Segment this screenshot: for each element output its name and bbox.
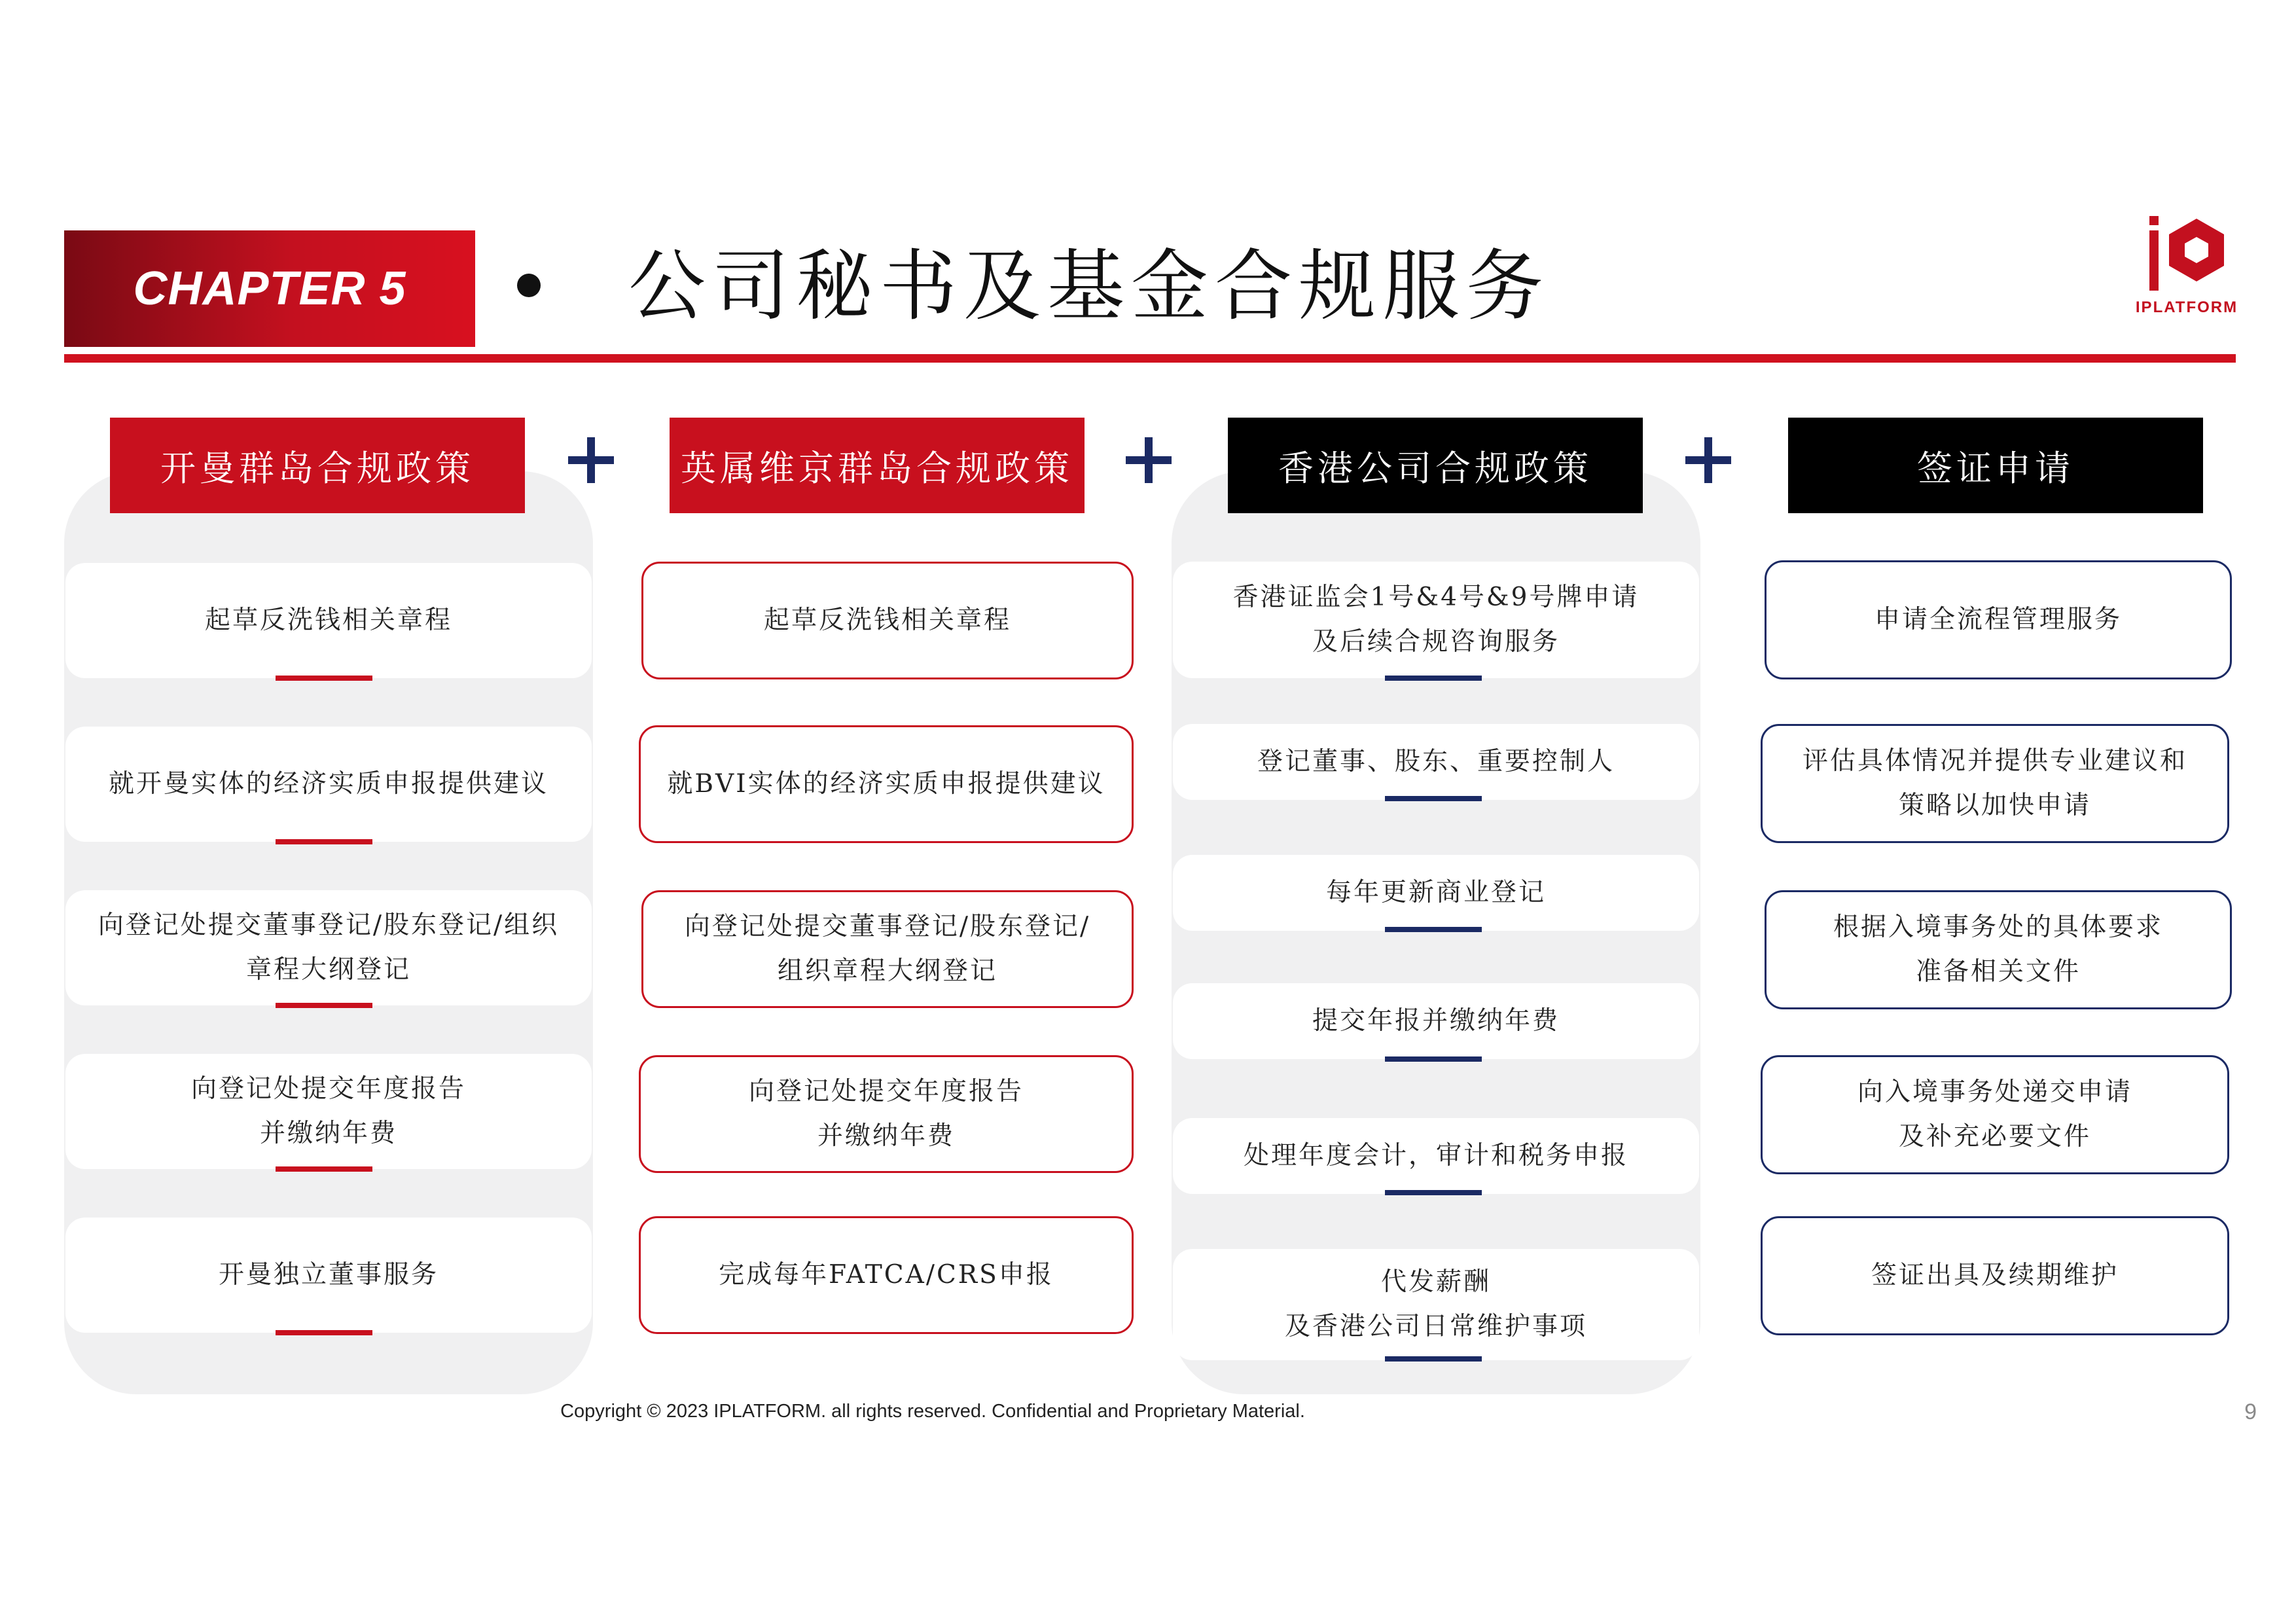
cayman-item: 向登记处提交年度报告 并缴纳年费 xyxy=(65,1054,592,1169)
cayman-item: 就开曼实体的经济实质申报提供建议 xyxy=(65,727,592,842)
item-underline xyxy=(276,1003,372,1008)
column-2-header: 英属维京群岛合规政策 xyxy=(670,418,1085,513)
hk-item: 香港证监会1号&4号&9号牌申请 及后续合规咨询服务 xyxy=(1173,562,1699,678)
column-3-header: 香港公司合规政策 xyxy=(1228,418,1643,513)
logo-wordmark: IPLATFORM xyxy=(2135,298,2238,316)
hk-item: 代发薪酬 及香港公司日常维护事项 xyxy=(1173,1249,1699,1360)
chapter-label: CHAPTER 5 xyxy=(133,262,406,315)
plus-icon xyxy=(1126,437,1172,483)
item-underline xyxy=(276,676,372,681)
header-rule xyxy=(64,354,2236,363)
bvi-item: 起草反洗钱相关章程 xyxy=(641,562,1134,679)
visa-item: 签证出具及续期维护 xyxy=(1761,1216,2229,1335)
item-underline xyxy=(1385,927,1482,932)
chapter-tag xyxy=(64,230,475,347)
bvi-item: 完成每年FATCA/CRS申报 xyxy=(639,1216,1134,1334)
bvi-item: 就BVI实体的经济实质申报提供建议 xyxy=(639,725,1134,843)
item-underline xyxy=(1385,676,1482,681)
hk-item: 登记董事、股东、重要控制人 xyxy=(1173,724,1699,800)
bvi-item: 向登记处提交年度报告 并缴纳年费 xyxy=(639,1055,1134,1173)
item-underline xyxy=(276,1166,372,1172)
plus-icon xyxy=(1685,437,1731,483)
hk-item: 提交年报并缴纳年费 xyxy=(1173,983,1699,1059)
visa-item: 向入境事务处递交申请 及补充必要文件 xyxy=(1761,1055,2229,1174)
visa-item: 申请全流程管理服务 xyxy=(1765,560,2232,679)
page-title: 公司秘书及基金合规服务 xyxy=(628,241,1551,331)
item-underline xyxy=(276,1330,372,1335)
column-4-header: 签证申请 xyxy=(1788,418,2203,513)
item-underline xyxy=(1385,796,1482,801)
copyright-notice: Copyright © 2023 IPLATFORM. all rights reserved. Confidential and Proprietary Material. xyxy=(560,1401,1305,1422)
hk-item: 处理年度会计，审计和税务申报 xyxy=(1173,1118,1699,1194)
item-underline xyxy=(1385,1356,1482,1362)
visa-item: 评估具体情况并提供专业建议和 策略以加快申请 xyxy=(1761,724,2229,843)
item-underline xyxy=(1385,1190,1482,1195)
visa-item: 根据入境事务处的具体要求 准备相关文件 xyxy=(1765,890,2232,1009)
cayman-item: 起草反洗钱相关章程 xyxy=(65,563,592,678)
page-number: 9 xyxy=(2244,1399,2257,1424)
column-1-header: 开曼群岛合规政策 xyxy=(110,418,525,513)
item-underline xyxy=(276,839,372,844)
title-bullet xyxy=(517,274,541,297)
bvi-item: 向登记处提交董事登记/股东登记/ 组织章程大纲登记 xyxy=(641,890,1134,1008)
cayman-item: 开曼独立董事服务 xyxy=(65,1218,592,1333)
hk-item: 每年更新商业登记 xyxy=(1173,855,1699,931)
cayman-item: 向登记处提交董事登记/股东登记/组织 章程大纲登记 xyxy=(65,890,592,1005)
item-underline xyxy=(1385,1056,1482,1062)
plus-icon xyxy=(568,437,614,483)
